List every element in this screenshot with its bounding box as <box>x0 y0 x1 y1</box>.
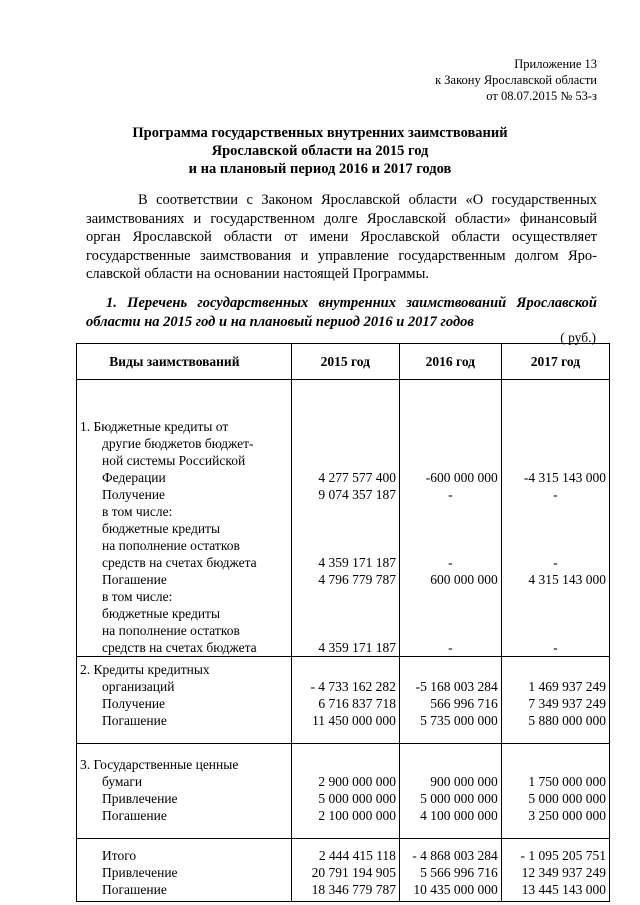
value <box>295 605 396 622</box>
row-label: в том числе: <box>102 504 173 519</box>
value: 5 000 000 000 <box>318 791 396 806</box>
value <box>403 756 498 773</box>
section-line: области на 2015 год и на плановый период 2016 и 2017 годов <box>86 314 474 330</box>
table-row <box>77 839 610 902</box>
intro-line: государственные заимствования и управление государственным долгом Яро- <box>86 247 597 264</box>
table-header-row <box>77 344 610 380</box>
value: 600 000 000 <box>430 572 498 587</box>
value: 5 880 000 000 <box>528 713 606 728</box>
value: 1 469 937 249 <box>528 679 606 694</box>
appendix-line: Приложение 13 <box>514 57 597 71</box>
row-label: на пополнение остатков <box>102 538 240 553</box>
col-header-2016: 2016 год <box>399 344 501 380</box>
section-line: 1. Перечень государственных внутренних заимствований Ярославской <box>106 295 597 311</box>
row-label: Привлечение <box>102 865 178 880</box>
col-header-type: Виды заимствований <box>77 344 292 380</box>
value-cell-y2016 <box>399 657 501 744</box>
value: - <box>553 487 558 502</box>
row-label: средств на счетах бюджета <box>102 555 257 570</box>
value <box>505 605 606 622</box>
appendix-line: от 08.07.2015 № 53-з <box>486 89 597 103</box>
row-label: Погашение <box>102 882 167 897</box>
value <box>403 622 498 639</box>
value: 5 735 000 000 <box>420 713 498 728</box>
value: 11 450 000 000 <box>312 713 396 728</box>
value <box>403 588 498 605</box>
value <box>505 503 606 520</box>
value <box>295 520 396 537</box>
value <box>403 503 498 520</box>
value <box>403 418 498 435</box>
intro-line: заимствованиях и государственном долге Ярославской области» финансовый <box>86 210 597 227</box>
row-label: ной системы Российской <box>102 453 246 468</box>
value <box>295 452 396 469</box>
value-cell-y2017 <box>501 839 609 902</box>
value: 7 349 937 249 <box>528 696 606 711</box>
units-label: ( руб.) <box>560 330 596 345</box>
row-label: Погашение <box>102 713 167 728</box>
value: 566 996 716 <box>430 696 498 711</box>
value: -4 315 143 000 <box>523 470 606 485</box>
value-cell-y2016 <box>399 839 501 902</box>
value: 4 277 577 400 <box>318 470 396 485</box>
value <box>295 435 396 452</box>
row-label: бюджетные кредиты <box>102 521 221 536</box>
col-header-2017: 2017 год <box>501 344 609 380</box>
table-row <box>77 657 610 744</box>
value: 20 791 194 905 <box>311 865 396 880</box>
row-label: Получение <box>102 696 166 711</box>
value <box>505 661 606 678</box>
value: - <box>448 555 453 570</box>
value <box>295 588 396 605</box>
value <box>403 452 498 469</box>
section-heading <box>86 294 597 332</box>
value <box>403 435 498 452</box>
row-label: в том числе: <box>102 589 173 604</box>
intro-line: славской области на основании настоящей Программы. <box>86 266 429 282</box>
value: -5 168 003 284 <box>415 679 498 694</box>
row-label: средств на счетах бюджета <box>102 640 257 655</box>
row-label-cell <box>77 657 292 744</box>
value: - <box>448 487 453 502</box>
value: 4 796 779 787 <box>318 572 396 587</box>
row-label: 2. Кредиты кредитных <box>80 662 210 677</box>
value-cell-y2015 <box>291 744 399 839</box>
title-line: Программа государственных внутренних заимствований <box>132 125 508 141</box>
table-row <box>77 744 610 839</box>
value-cell-y2017 <box>501 657 609 744</box>
row-label: Привлечение <box>102 791 178 806</box>
value: 5 566 996 716 <box>420 865 498 880</box>
value <box>505 622 606 639</box>
value: 13 445 143 000 <box>521 882 606 897</box>
value: 10 435 000 000 <box>413 882 498 897</box>
value <box>505 588 606 605</box>
value: 4 100 000 000 <box>420 808 498 823</box>
row-label-cell <box>77 380 292 657</box>
borrowings-table <box>76 343 610 902</box>
title-line: и на плановый период 2016 и 2017 годов <box>188 161 452 177</box>
value-cell-y2016 <box>399 744 501 839</box>
appendix-note <box>435 56 597 104</box>
value: - 4 868 003 284 <box>412 848 498 863</box>
value-cell-y2016 <box>399 380 501 657</box>
value <box>295 503 396 520</box>
value <box>505 756 606 773</box>
value: 9 074 357 187 <box>318 487 396 502</box>
value: 5 000 000 000 <box>528 791 606 806</box>
value: - 4 733 162 282 <box>310 679 396 694</box>
value: 2 900 000 000 <box>318 774 396 789</box>
value: 4 359 171 187 <box>318 640 396 655</box>
col-header-2015: 2015 год <box>291 344 399 380</box>
value <box>295 418 396 435</box>
row-label-cell <box>77 839 292 902</box>
row-label: 1. Бюджетные кредиты от <box>80 419 229 434</box>
value <box>295 622 396 639</box>
value <box>403 605 498 622</box>
row-label: организаций <box>102 679 175 694</box>
value <box>295 537 396 554</box>
value <box>295 756 396 773</box>
value <box>403 520 498 537</box>
value-cell-y2017 <box>501 744 609 839</box>
value <box>505 435 606 452</box>
value: 6 716 837 718 <box>318 696 396 711</box>
value-cell-y2015 <box>291 380 399 657</box>
document-title <box>0 124 640 178</box>
row-label: бумаги <box>102 774 143 789</box>
value-cell-y2017 <box>501 380 609 657</box>
row-label: другие бюджетов бюджет- <box>102 436 254 451</box>
value: 1 750 000 000 <box>528 774 606 789</box>
table-row <box>77 380 610 657</box>
value: 18 346 779 787 <box>311 882 396 897</box>
value <box>403 661 498 678</box>
row-label: Итого <box>102 848 137 863</box>
value <box>505 537 606 554</box>
intro-line: орган Ярославской области от имени Ярославской области осуществляет <box>86 229 597 245</box>
row-label: 3. Государственные ценные <box>80 757 239 772</box>
row-label: на пополнение остатков <box>102 623 240 638</box>
value: - <box>553 640 558 655</box>
row-label: Получение <box>102 487 166 502</box>
row-label: Погашение <box>102 572 167 587</box>
value <box>505 520 606 537</box>
value: 900 000 000 <box>430 774 498 789</box>
value: - <box>553 555 558 570</box>
value: 2 100 000 000 <box>318 808 396 823</box>
row-label-cell <box>77 744 292 839</box>
value: 3 250 000 000 <box>528 808 606 823</box>
row-label: Погашение <box>102 808 167 823</box>
value: 4 359 171 187 <box>318 555 396 570</box>
value <box>295 661 396 678</box>
value: - <box>448 640 453 655</box>
row-label: бюджетные кредиты <box>102 606 221 621</box>
value: 4 315 143 000 <box>528 572 606 587</box>
appendix-line: к Закону Ярославской области <box>435 73 597 87</box>
row-label: Федерации <box>102 470 166 485</box>
value-cell-y2015 <box>291 839 399 902</box>
value <box>505 452 606 469</box>
value: - 1 095 205 751 <box>520 848 606 863</box>
value: 5 000 000 000 <box>420 791 498 806</box>
value: 12 349 937 249 <box>521 865 606 880</box>
value: -600 000 000 <box>425 470 498 485</box>
value <box>505 418 606 435</box>
intro-line: В соответствии с Законом Ярославской области «О государственных <box>138 192 597 208</box>
value <box>403 537 498 554</box>
value-cell-y2015 <box>291 657 399 744</box>
intro-paragraph <box>86 191 597 284</box>
value: 2 444 415 118 <box>318 848 396 863</box>
title-line: Ярославской области на 2015 год <box>211 143 429 159</box>
